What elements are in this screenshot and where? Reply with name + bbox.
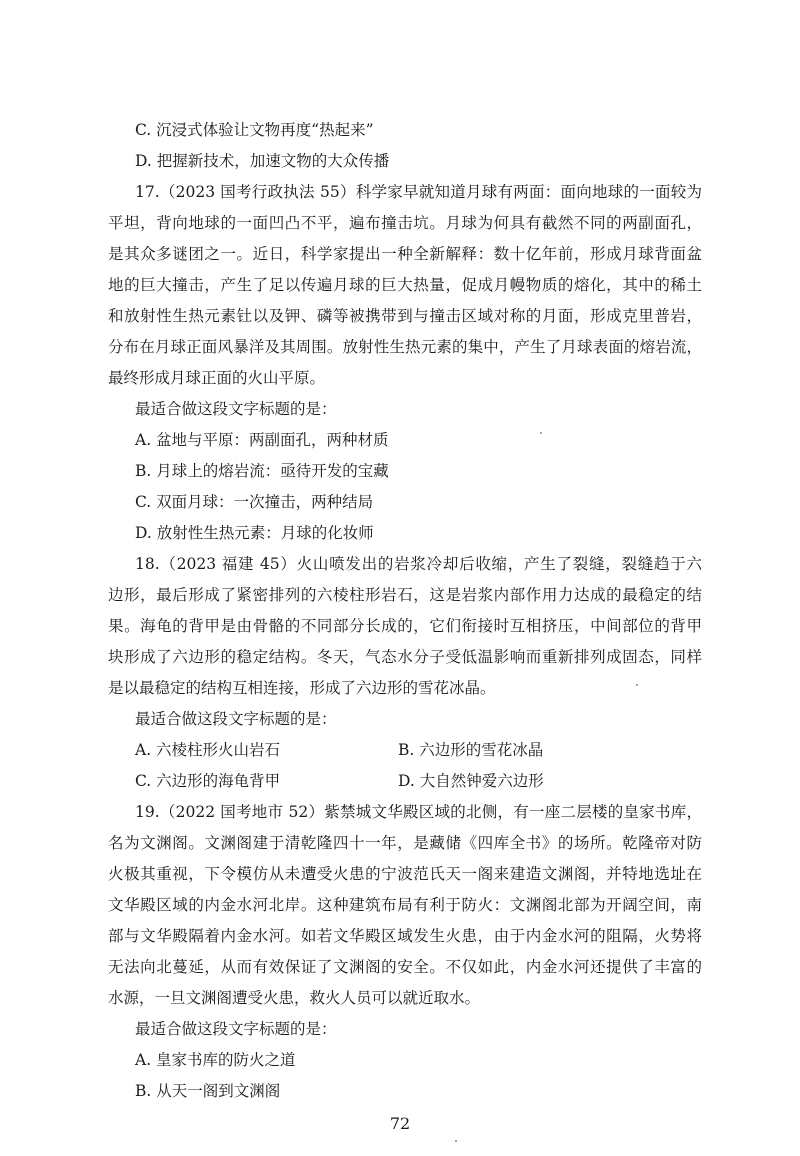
q19-stem: 最适合做这段文字标题的是： <box>135 1020 337 1038</box>
q18-line-2: 边形，最后形成了紧密排列的六棱柱形岩石，这是岩浆内部作用力达成的最稳定的结 <box>108 586 702 604</box>
q18-line-4: 块形成了六边形的稳定结构。冬天，气态水分子受低温影响而重新排列成固态，同样 <box>108 648 702 666</box>
q17-line-6: 分布在月球正面风暴洋及其周围。放射性生热元素的集中，产生了月球表面的熔岩流， <box>108 338 702 356</box>
q18-option-c: C. 六边形的海龟背甲 <box>135 772 281 790</box>
q19-option-a: A. 皇家书库的防火之道 <box>135 1051 296 1069</box>
q17-option-c: C. 双面月球：一次撞击，两种结局 <box>135 493 374 511</box>
q19-option-b: B. 从天一阁到文渊阁 <box>135 1082 281 1100</box>
q17-line-2: 平坦，背向地球的一面凹凸不平，遍布撞击坑。月球为何具有截然不同的两副面孔， <box>108 214 702 232</box>
q19-line-4: 文华殿区域的内金水河北岸。这种建筑布局有利于防火：文渊阁北部为开阔空间，南 <box>108 896 702 914</box>
q19-line-6: 无法向北蔓延，从而有效保证了文渊阁的安全。不仅如此，内金水河还提供了丰富的 <box>108 958 702 976</box>
scan-speck <box>540 432 542 434</box>
option-c-prev: C. 沉浸式体验让文物再度“热起来” <box>135 121 374 139</box>
q19-line-7: 水源，一旦文渊阁遭受火患，救火人员可以就近取水。 <box>108 989 481 1007</box>
scan-speck <box>455 1140 457 1142</box>
page-number: 72 <box>389 1114 411 1133</box>
q18-line-5: 是以最稳定的结构互相连接，形成了六边形的雪花冰晶。 <box>108 679 496 697</box>
q17-line-7: 最终形成月球正面的火山平原。 <box>108 369 326 387</box>
q18-option-d: D. 大自然钟爱六边形 <box>398 772 544 790</box>
scan-speck <box>636 684 638 686</box>
q17-line-5: 和放射性生热元素钍以及钾、磷等被携带到与撞击区域对称的月面，形成克里普岩， <box>108 307 702 325</box>
option-d-prev: D. 把握新技术，加速文物的大众传播 <box>135 152 390 170</box>
q18-stem: 最适合做这段文字标题的是： <box>135 710 337 728</box>
q17-option-a: A. 盆地与平原：两副面孔，两种材质 <box>135 431 389 449</box>
q17-option-d: D. 放射性生热元素：月球的化妆师 <box>135 524 374 542</box>
q19-line-3: 火极其重视，下令模仿从未遭受火患的宁波范氏天一阁来建造文渊阁，并特地选址在 <box>108 865 702 883</box>
q19-line-5: 部与文华殿隔着内金水河。如若文华殿区域发生火患，由于内金水河的阻隔，火势将 <box>108 927 702 945</box>
q17-stem: 最适合做这段文字标题的是： <box>135 400 337 418</box>
q19-line-1: 19.（2022 国考地市 52）紫禁城文华殿区域的北侧，有一座二层楼的皇家书库， <box>135 803 702 821</box>
q18-option-b: B. 六边形的雪花冰晶 <box>398 741 544 759</box>
q18-line-3: 果。海龟的背甲是由骨骼的不同部分长成的，它们衔接时互相挤压，中间部位的背甲 <box>108 617 702 635</box>
q18-option-a: A. 六棱柱形火山岩石 <box>135 741 281 759</box>
q19-line-2: 名为文渊阁。文渊阁建于清乾隆四十一年，是藏储《四库全书》的场所。乾隆帝对防 <box>108 834 702 852</box>
q18-line-1: 18.（2023 福建 45）火山喷发出的岩浆冷却后收缩，产生了裂缝，裂缝趋于六 <box>135 555 702 573</box>
q17-line-4: 地的巨大撞击，产生了足以传遍月球的巨大热量，促成月幔物质的熔化，其中的稀土 <box>108 276 702 294</box>
q17-option-b: B. 月球上的熔岩流：亟待开发的宝藏 <box>135 462 389 480</box>
q17-line-1: 17.（2023 国考行政执法 55）科学家早就知道月球有两面：面向地球的一面较为 <box>135 183 702 201</box>
q17-line-3: 是其众多谜团之一。近日，科学家提出一种全新解释：数十亿年前，形成月球背面盆 <box>108 245 702 263</box>
